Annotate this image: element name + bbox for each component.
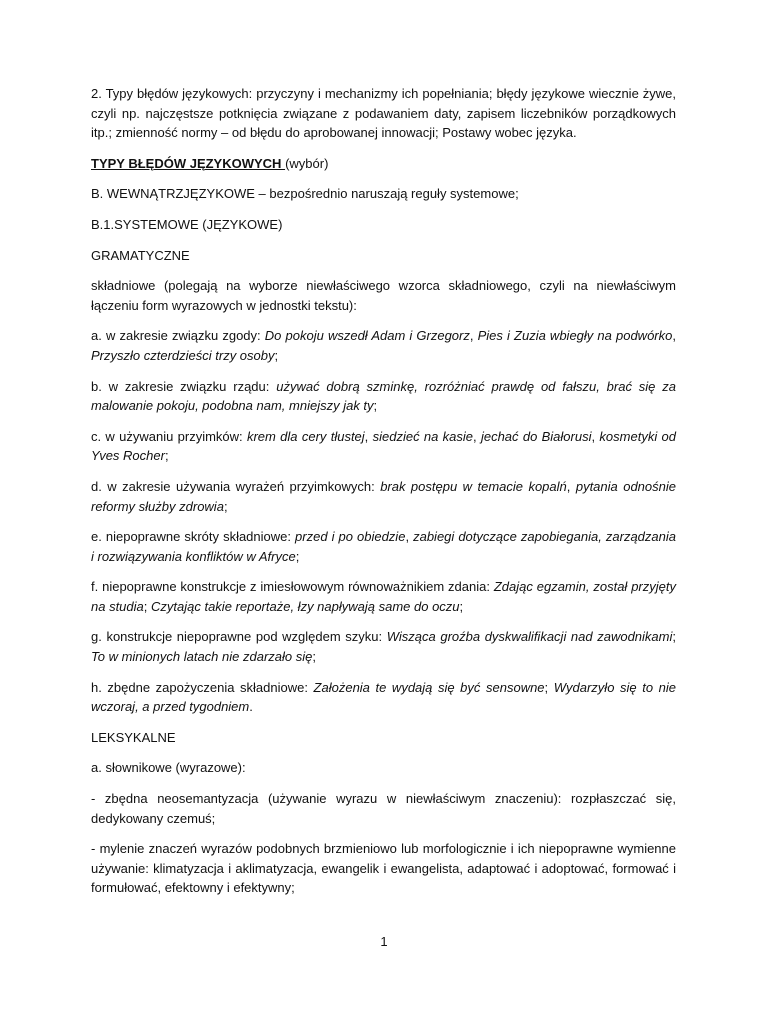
item-h-example-2: Wydarzyło się to nie wczoraj, a przed tygodniem <box>91 679 676 715</box>
item-d-example-2: pytania odnośnie reformy służby zdrowia <box>91 478 676 514</box>
item-c-lead: c. w używaniu przyimków: <box>91 428 247 444</box>
item-c-separator-2: , <box>473 428 481 444</box>
paragraph-neosemantyzacja: - zbędna neosemantyzacja (używanie wyrazu w niewłaściwym znaczeniu): rozpłaszczać się, dedykowany czemuś; <box>91 791 676 826</box>
section-title-main: TYPY BŁĘDÓW JĘZYKOWYCH <box>91 155 286 171</box>
paragraph-skladniowe: składniowe (polegają na wyborze niewłaściwego wzorca składniowego, czyli na niewłaściwym łączeniu form wyrazowych w jednostki tekstu): <box>91 278 676 313</box>
item-f-lead: f. niepoprawne konstrukcje z imiesłowowym równoważnikiem zdania: <box>91 579 494 595</box>
item-e-tail: ; <box>295 548 300 564</box>
item-b-lead: b. w zakresie związku rządu: <box>91 378 277 394</box>
item-g-example-2: To w minionych latach nie zdarzało się <box>91 649 313 665</box>
list-item-c <box>91 427 676 466</box>
item-f-tail: ; <box>459 598 464 614</box>
list-item-h <box>91 678 676 717</box>
item-a-example-3: Przyszło czterdzieści trzy osoby <box>91 347 275 363</box>
item-f-separator-1: ; <box>143 598 151 614</box>
item-a-example-1: Do pokoju wszedł Adam i Grzegorz <box>264 328 470 344</box>
heading-b: B. WEWNĄTRZJĘZYKOWE – bezpośrednio naruszają reguły systemowe; <box>91 186 519 202</box>
item-f-example-2: Czytając takie reportaże, łzy napływają same do oczu <box>151 598 460 614</box>
item-g-example-1: Wisząca groźba dyskwalifikacji nad zawodnikami <box>386 629 673 645</box>
list-item-f <box>91 577 676 616</box>
section-title-suffix: (wybór) <box>285 155 329 171</box>
heading-leksykalne: LEKSYKALNE <box>91 729 176 745</box>
item-d-lead: d. w zakresie używania wyrażeń przyimkowych: <box>91 478 381 494</box>
item-a-tail: ; <box>274 347 279 363</box>
item-c-separator-1: , <box>364 428 373 444</box>
item-h-example-1: Założenia te wydają się być sensowne <box>313 679 545 695</box>
item-g-separator-1: ; <box>672 629 676 645</box>
list-item-e <box>91 527 676 566</box>
list-item-b <box>91 377 676 416</box>
item-b-example-1: używać dobrą szminkę, rozróżniać prawdę od fałszu, brać się za malowanie pokoju, podobna nam, mniejszy jak ty <box>91 378 676 414</box>
item-c-example-3: jechać do Białorusi <box>480 428 592 444</box>
item-d-example-1: brak postępu w temacie kopalń <box>380 478 567 494</box>
item-e-example-2: zabiegi dotyczące zapobiegania, zarządzania i rozwiązywania konfliktów w Afryce <box>91 529 676 564</box>
heading-b1: B.1.SYSTEMOWE (JĘZYKOWE) <box>91 216 283 232</box>
item-c-separator-3: , <box>591 428 600 444</box>
heading-gramatyczne: GRAMATYCZNE <box>91 247 190 263</box>
list-item-g <box>91 627 676 666</box>
item-a-separator-2: , <box>672 328 676 344</box>
item-c-tail: ; <box>164 448 169 464</box>
item-c-example-1: krem dla cery tłustej <box>246 428 365 444</box>
item-h-separator-1: ; <box>544 679 554 695</box>
item-g-lead: g. konstrukcje niepoprawne pod względem szyku: <box>91 629 387 645</box>
item-a-separator-1: , <box>469 328 478 344</box>
paragraph-slownikowe: a. słownikowe (wyrazowe): <box>91 760 246 776</box>
intro-paragraph: 2. Typy błędów językowych: przyczyny i mechanizmy ich popełniania; błędy językowe wiecznie żywe, czyli np. najczęstsze potknięcia związane z podawaniem daty, zapisem liczebników porządkowych itp.; zmienność normy – od błędu do aprobowanej innowacji; Postawy wobec języka. <box>91 86 676 141</box>
item-d-tail: ; <box>223 498 228 514</box>
item-a-example-2: Pies i Zuzia wbiegły na podwórko <box>477 328 673 344</box>
list-item-a <box>91 326 676 365</box>
item-f-example-1: Zdając egzamin, został przyjęty na studia <box>91 579 676 614</box>
list-item-d <box>91 477 676 516</box>
item-h-tail: . <box>249 699 253 715</box>
item-h-lead: h. zbędne zapożyczenia składniowe: <box>91 679 314 695</box>
item-b-tail: ; <box>373 398 378 414</box>
item-c-example-2: siedzieć na kasie <box>372 428 474 444</box>
paragraph-mylenie: - mylenie znaczeń wyrazów podobnych brzmieniowo lub morfologicznie i ich niepoprawne wymienne używanie: klimatyzacja i aklimatyzacja, ewangelik i ewangelista, adaptować i adoptować, formować i formułować, efektowny i efektywny; <box>91 841 676 896</box>
item-c-example-4: kosmetyki od Yves Rocher <box>91 428 676 464</box>
document-body <box>91 84 676 909</box>
item-e-separator-1: , <box>405 529 414 545</box>
item-e-example-1: przed i po obiedzie <box>295 529 406 545</box>
item-d-separator-1: , <box>566 478 576 494</box>
item-e-lead: e. niepoprawne skróty składniowe: <box>91 529 296 545</box>
section-title <box>91 154 676 174</box>
item-g-tail: ; <box>312 649 316 665</box>
page-number: 1 <box>380 934 388 949</box>
item-a-lead: a. w zakresie związku zgody: <box>91 328 265 344</box>
